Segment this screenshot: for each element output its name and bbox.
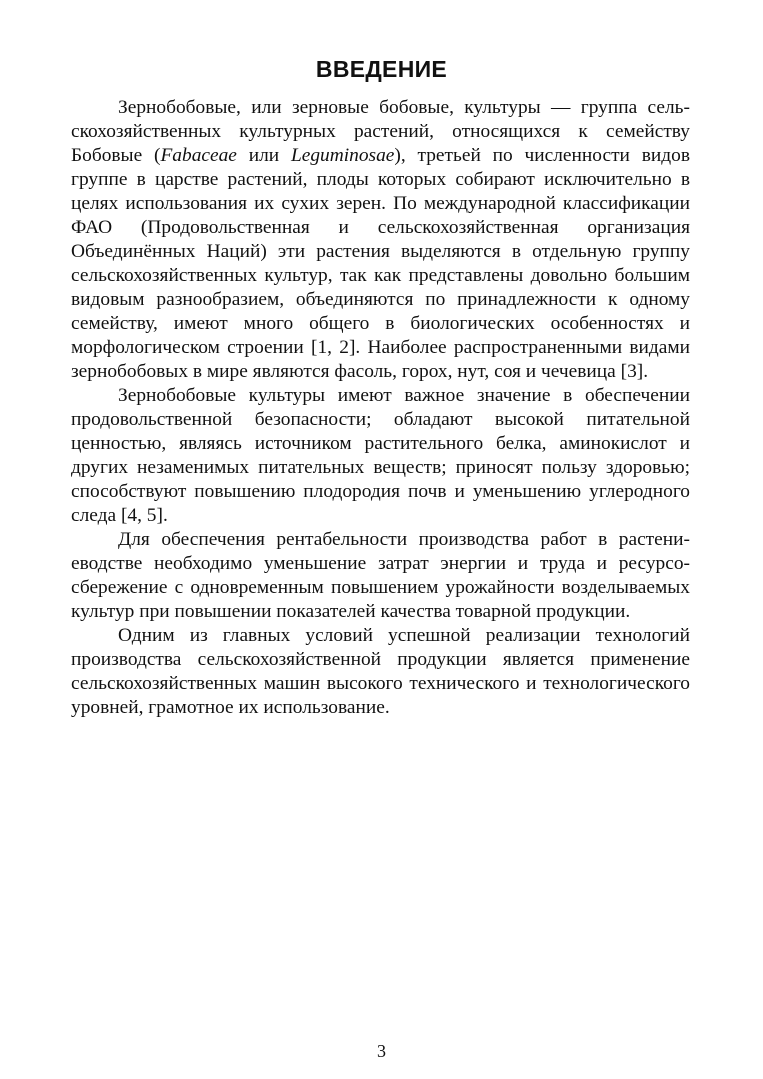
latin-term-leguminosae: Leguminosae	[290, 145, 395, 166]
paragraph-1-text-c: ), третьей по численности видов группе в царстве растений, плоды которых собирают исключительно в целях использования их сухих зерен. По международной классификации ФАО (Продовольственная и сельскохозяйственная организация Объединённых Наций) эти растения выделяются в отдельную группу сельскохозяйственных культур, так как представлены довольно большим видовым разнообразием, объединяются по принадлежности к одному семейству, имеют много общего в биологических особенностях и морфологическом строении [1, 2]. Наиболее распространенными видами зернобобовых в мире являются фасоль, горох, нут, соя и чечевица [3].	[71, 145, 690, 382]
paragraph-3: Для обеспечения рентабельности производства работ в растениеводстве необходимо уменьшение затрат энергии и труда и ресурсосбережение с одновременным повышением урожайности возделываемых культур при повышении показателей качества товарной продукции.	[71, 529, 690, 622]
body-text	[71, 96, 690, 720]
paragraph-1-text-a: Зернобобовые, или зерновые бобовые, культуры — группа сельскохозяйственных культурных растений, относящихся к семейству Бобовые (	[71, 97, 690, 166]
section-heading: ВВЕДЕНИЕ	[315, 56, 448, 82]
paragraph-1	[71, 96, 690, 384]
paragraph-2: Зернобобовые культуры имеют важное значение в обеспечении продовольственной безопасности; обладают высокой питательной ценностью, являясь источником растительного белка, аминокислот и других незаменимых питательных веществ; приносят пользу здоровью; способствуют повышению плодородия почв и уменьшению углеродного следа [4, 5].	[71, 385, 690, 526]
latin-term-fabaceae: Fabaceae	[160, 145, 237, 166]
paragraph-4: Одним из главных условий успешной реализации технологий производства сельскохозяйственной продукции является применение сельскохозяйственных машин высокого технического и технологического уровней, грамотное их использование.	[71, 625, 690, 718]
paragraph-1-text-b: или	[236, 145, 291, 166]
page-number: 3	[377, 1041, 386, 1061]
